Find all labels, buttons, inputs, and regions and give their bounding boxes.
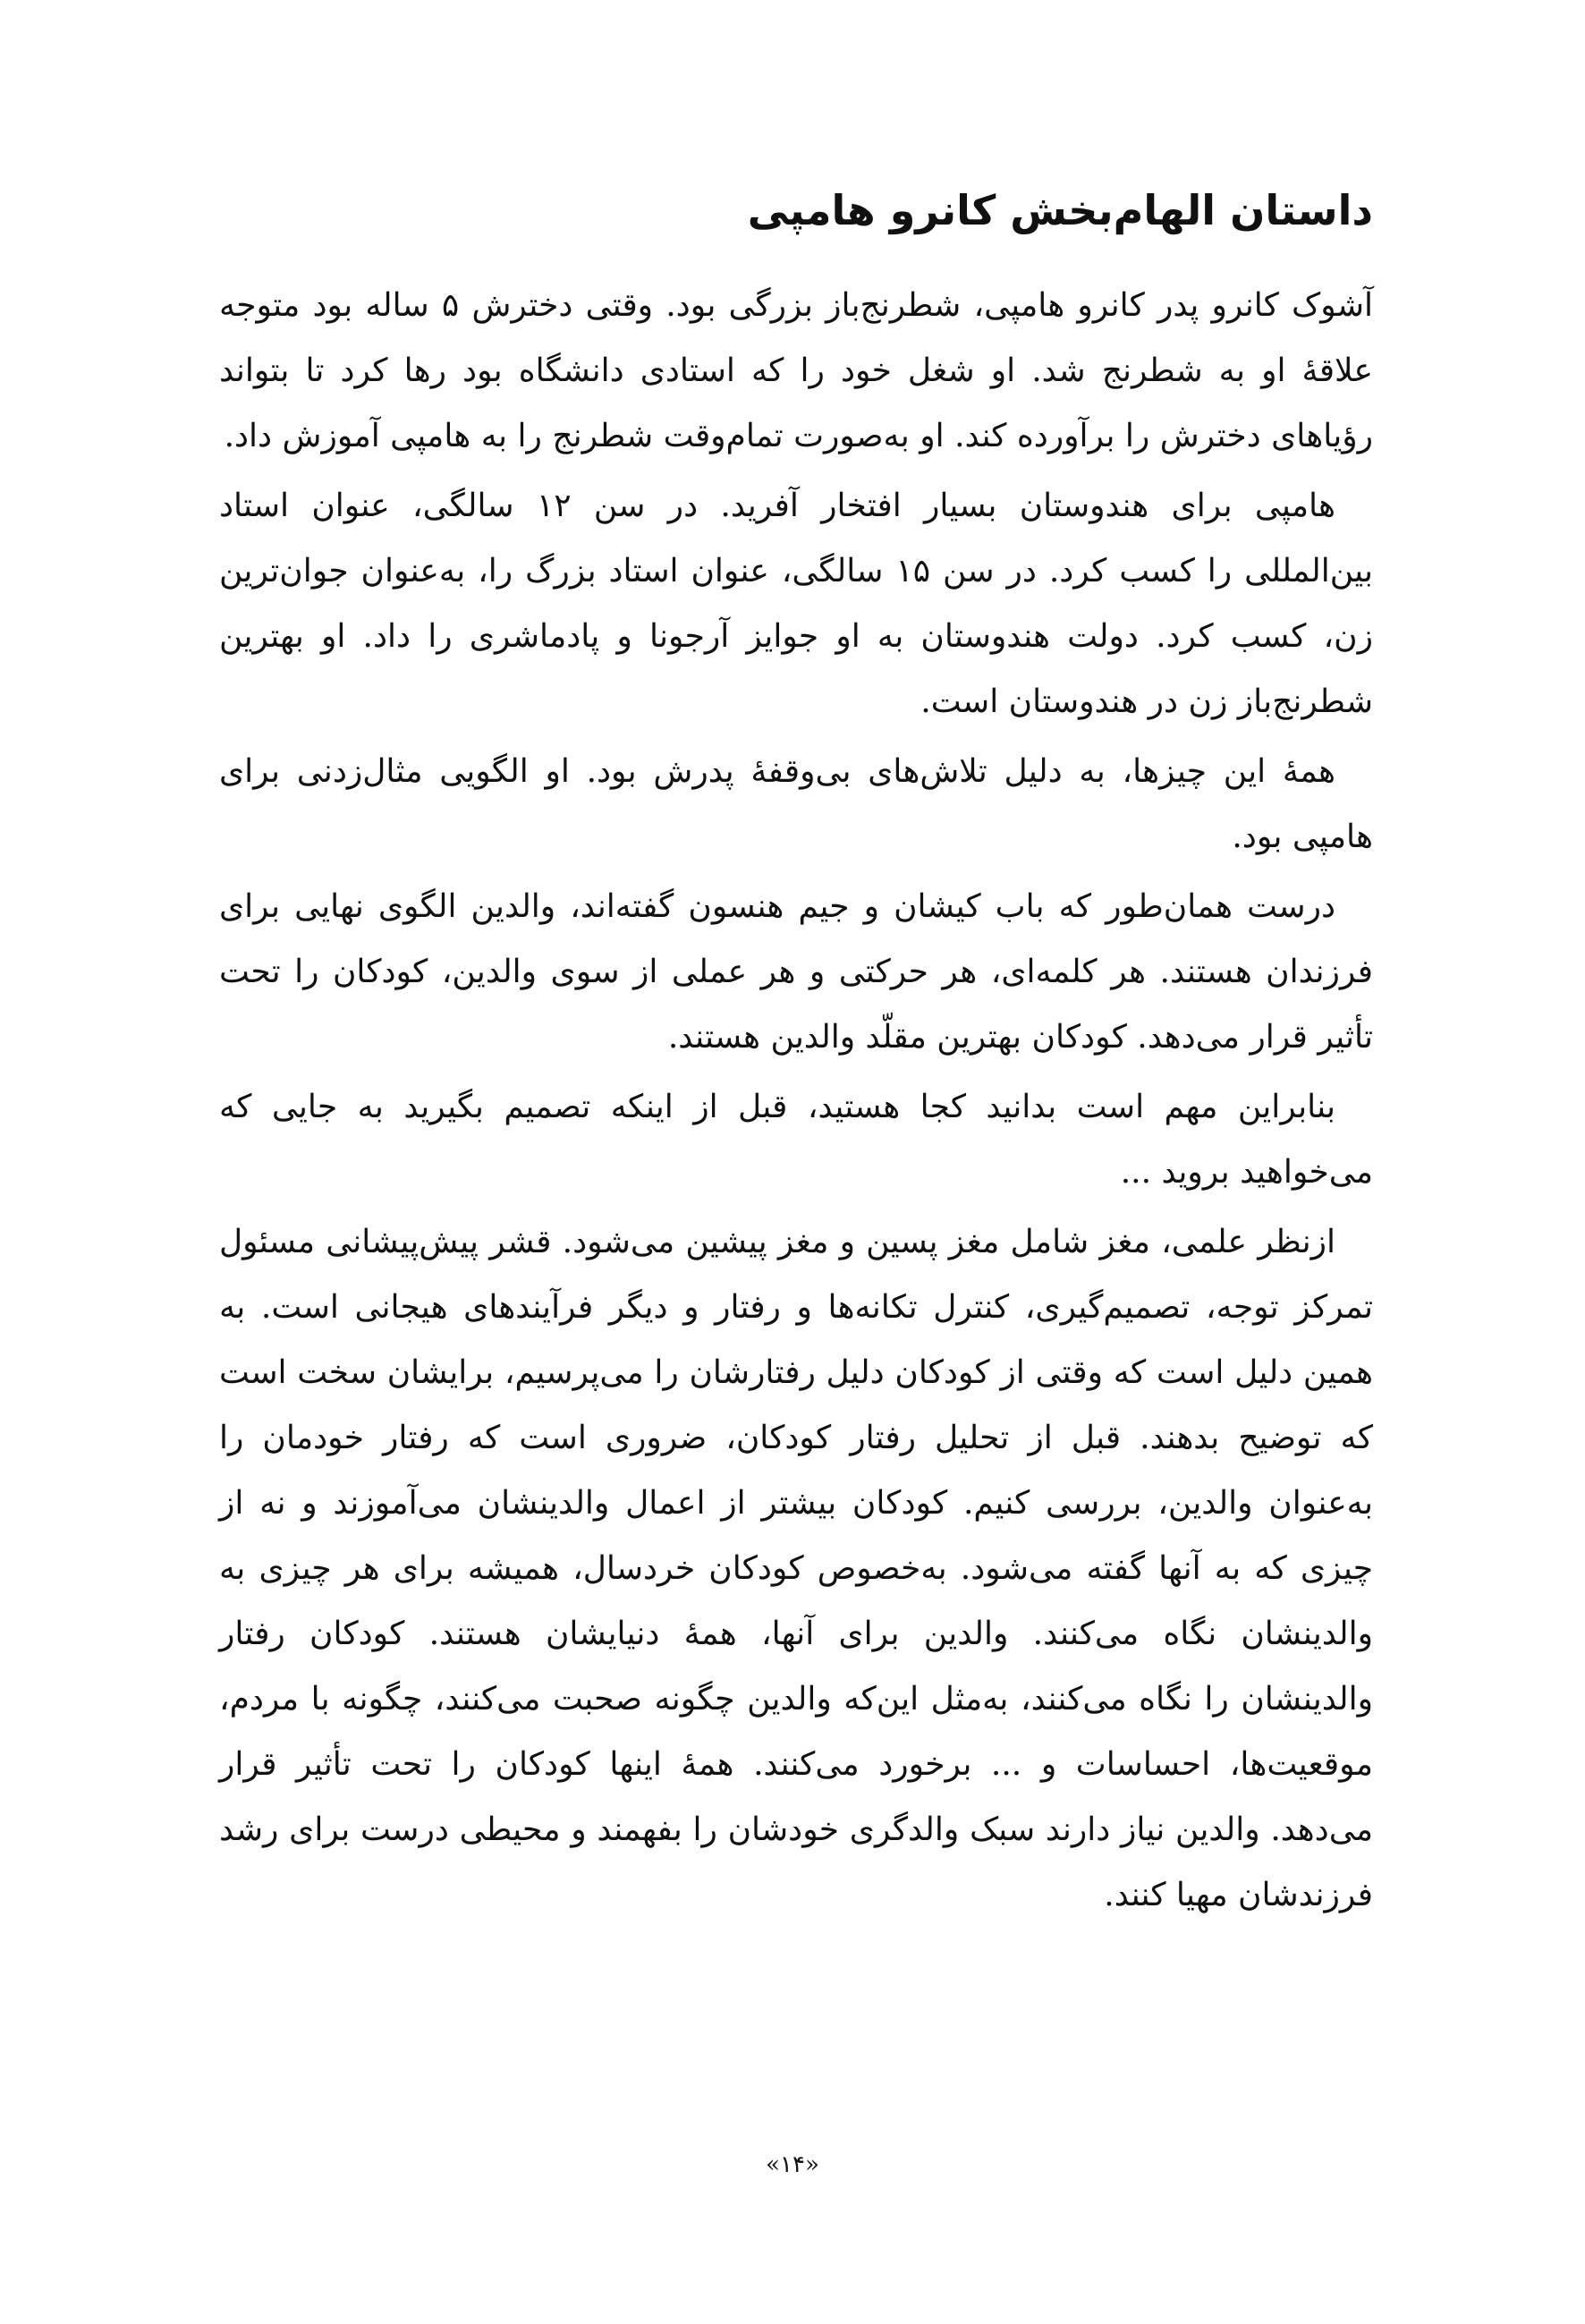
chapter-title: داستان الهام‌بخش کانرو هامپی — [747, 186, 1373, 234]
paragraph-6: ازنظر علمی، مغز شامل مغز پسین و مغز پیشین می‌شود. قشر پیش‌پیشانی مسئول تمرکز توجه، تصمیم‌گیری، کنترل تکانه‌ها و رفتار و دیگر فرآیندهای هیجانی است. به همین دلیل است که وقتی از کودکان دلیل رفتارشان را می‌پرسیم، برایشان سخت است که توضیح بدهند. قبل از تحلیل رفتار کودکان، ضروری است که رفتار خودمان را به‌عنوان والدین، بررسی کنیم. کودکان بیشتر از اعمال والدینشان می‌آموزند و نه از چیزی که به آنها گفته می‌شود. به‌خصوص کودکان خردسال، همیشه برای هر چیزی به والدینشان نگاه می‌کنند. والدین برای آنها، همهٔ دنیایشان هستند. کودکان رفتار والدینشان را نگاه می‌کنند، به‌مثل این‌که والدین چگونه صحبت می‌کنند، چگونه با مردم، موقعیت‌ها، احساسات و ... برخورد می‌کنند. همهٔ اینها کودکان را تحت تأثیر قرار می‌دهد. والدین نیاز دارند سبک والدگری خودشان را بفهمند و محیطی درست برای رشد فرزندشان مهیا کنند. — [219, 1224, 1374, 1913]
page-content — [219, 174, 1373, 1932]
page-number: «۱۴» — [766, 2151, 819, 2178]
paragraph-4: درست همان‌طور که باب کیشان و جیم هنسون گفته‌اند، والدین الگوی نهایی برای فرزندان هستند. هر کلمه‌ای، هر حرکتی و هر عملی از سوی والدین، کودکان را تحت تأثیر قرار می‌دهد. کودکان بهترین مقلّد والدین هستند. — [219, 888, 1373, 1056]
paragraph-5: بنابراین مهم است بدانید کجا هستید، قبل از اینکه تصمیم بگیرید به جایی که می‌خواهید بروید ... — [219, 1089, 1373, 1191]
paragraph-3: همهٔ این چیزها، به دلیل تلاش‌های بی‌وقفهٔ پدرش بود. او الگویی مثال‌زدنی برای هامپی بود. — [219, 753, 1373, 855]
paragraph-1: آشوک کانرو پدر کانرو هامپی، شطرنج‌باز بزرگی بود. وقتی دخترش ۵ ساله بود متوجه علاقهٔ او به شطرنج شد. او شغل خود را که استادی دانشگاه بود رها کرد تا بتواند رؤیاهای دخترش را برآورده کند. او به‌صورت تمام‌وقت شطرنج را به هامپی آموزش داد. — [219, 287, 1374, 454]
paragraph-2: هامپی برای هندوستان بسیار افتخار آفرید. در سن ۱۲ سالگی، عنوان استاد بین‌المللی را کسب کرد. در سن ۱۵ سالگی، عنوان استاد بزرگ را، به‌عنوان جوان‌ترین زن، کسب کرد. دولت هندوستان به او جوایز آرجونا و پادماشری را داد. او بهترین شطرنج‌باز زن در هندوستان است. — [219, 488, 1373, 720]
